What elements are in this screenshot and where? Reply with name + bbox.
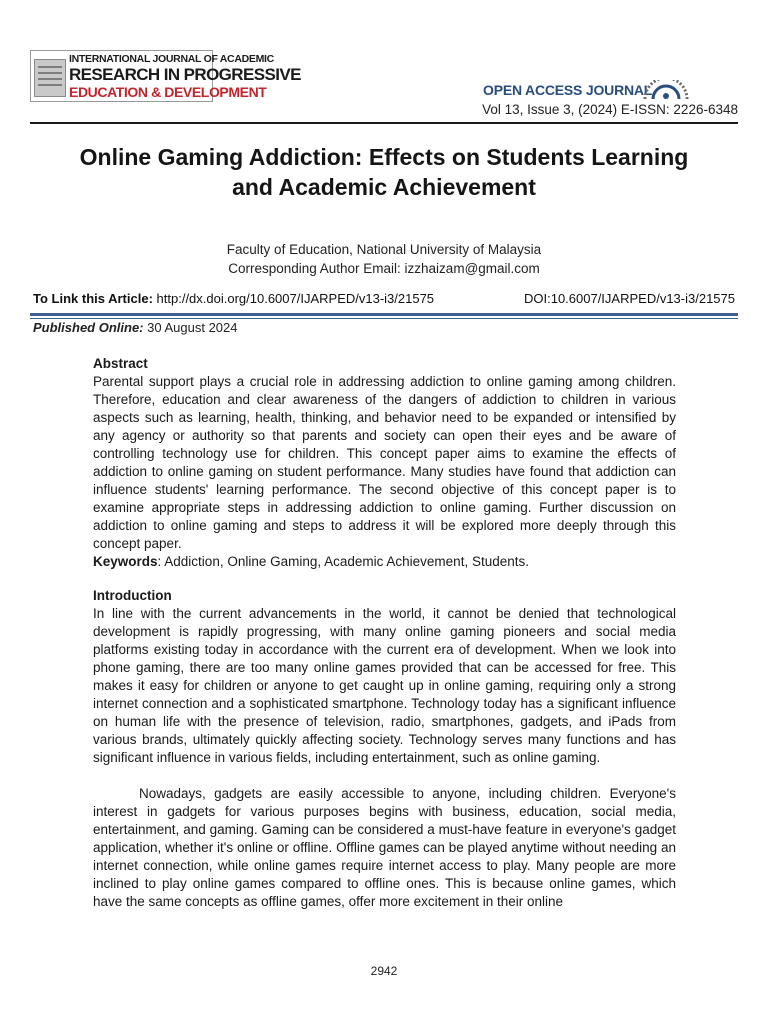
logo-text-line2: RESEARCH IN PROGRESSIVE	[69, 65, 301, 84]
article-title: Online Gaming Addiction: Effects on Students Learning and Academic Achievement	[79, 144, 689, 200]
author-affiliation-block	[60, 240, 708, 278]
article-doi[interactable]: DOI:10.6007/IJARPED/v13-i3/21575	[523, 291, 735, 306]
keywords-line	[93, 553, 676, 571]
journal-logo	[30, 50, 301, 102]
published-date: 30 August 2024	[147, 320, 238, 335]
keywords-list: : Addiction, Online Gaming, Academic Achievement, Students.	[157, 554, 529, 569]
divider-rule-thin	[30, 318, 738, 319]
keywords-label: Keywords	[93, 554, 158, 569]
open-access-icon	[641, 80, 691, 100]
abstract-heading: Abstract	[93, 356, 148, 371]
published-label: Published Online:	[33, 320, 144, 335]
open-access-label: OPEN ACCESS JOURNAL	[483, 82, 653, 98]
abstract-text: Parental support plays a crucial role in addressing addiction to online gaming among children. Therefore, education and clear awareness of the dangers of addiction to children in various aspects such as learning, health, thinking, and behavior need to be expanded or intensified by any agency or authority so that parents and society can open their eyes and be aware of controlling technology use for children. This concept paper aims to examine the effects of addiction to online gaming on student performance. Many studies have found that addiction can influence students' learning performance. The second objective of this concept paper is to examine appropriate steps in addressing addiction to online gaming. Further discussion on addiction to online gaming and steps to address it will be explored more deeply through this concept paper.	[93, 374, 676, 551]
introduction-paragraph-1: In line with the current advancements in the world, it cannot be denied that technological development is rapidly progressing, with many online gaming pioneers and social media platforms existing today in accordance with the current era of development. When we look into phone gaming, there are too many online games provided that can be accessed for free. This makes it easy for children or anyone to get caught up in online gaming, requiring only a strong internet connection and a sophisticated smartphone. Technology today has a significant influence on human life with the presence of television, radio, smartphones, gadgets, and iPads from various brands, ultimately quickly affecting society. Technology serves many functions and has significant influence in various fields, including entertainment, such as online gaming.	[93, 606, 676, 765]
link-url[interactable]: http://dx.doi.org/10.6007/IJARPED/v13-i3/21575	[156, 291, 435, 306]
affiliation: Faculty of Education, National University of Malaysia	[226, 242, 542, 257]
published-online	[33, 320, 238, 335]
introduction-paragraph-2: Nowadays, gadgets are easily accessible to anyone, including children. Everyone's interest in gadgets for various purposes begins with business, education, social media, entertainment, and gaming. Gaming can be considered a must-have feature in everyone's gadget application, whether it's online or offline. Offline games can be played anytime without needing an internet connection, while online games require internet access to play. Many people are more inclined to play online games compared to offline ones. This is because online games, which have the same concepts as offline games, offer more excitement in their online	[93, 786, 676, 909]
journal-cover-thumbnail	[34, 59, 66, 97]
link-label: To Link this Article:	[33, 291, 153, 306]
page-number: 2942	[370, 964, 398, 978]
introduction-section	[93, 587, 676, 911]
logo-text-line3: EDUCATION & DEVELOPMENT	[69, 84, 267, 100]
introduction-heading: Introduction	[93, 588, 172, 603]
abstract-section	[93, 355, 676, 571]
header-rule	[30, 122, 738, 124]
corresponding-author-email: Corresponding Author Email: izzhaizam@gmail.com	[228, 261, 540, 276]
divider-rule	[30, 313, 738, 316]
article-link	[33, 291, 434, 306]
volume-issue-line: Vol 13, Issue 3, (2024) E-ISSN: 2226-6348	[482, 102, 738, 117]
logo-text-line1: INTERNATIONAL JOURNAL OF ACADEMIC	[69, 53, 274, 65]
